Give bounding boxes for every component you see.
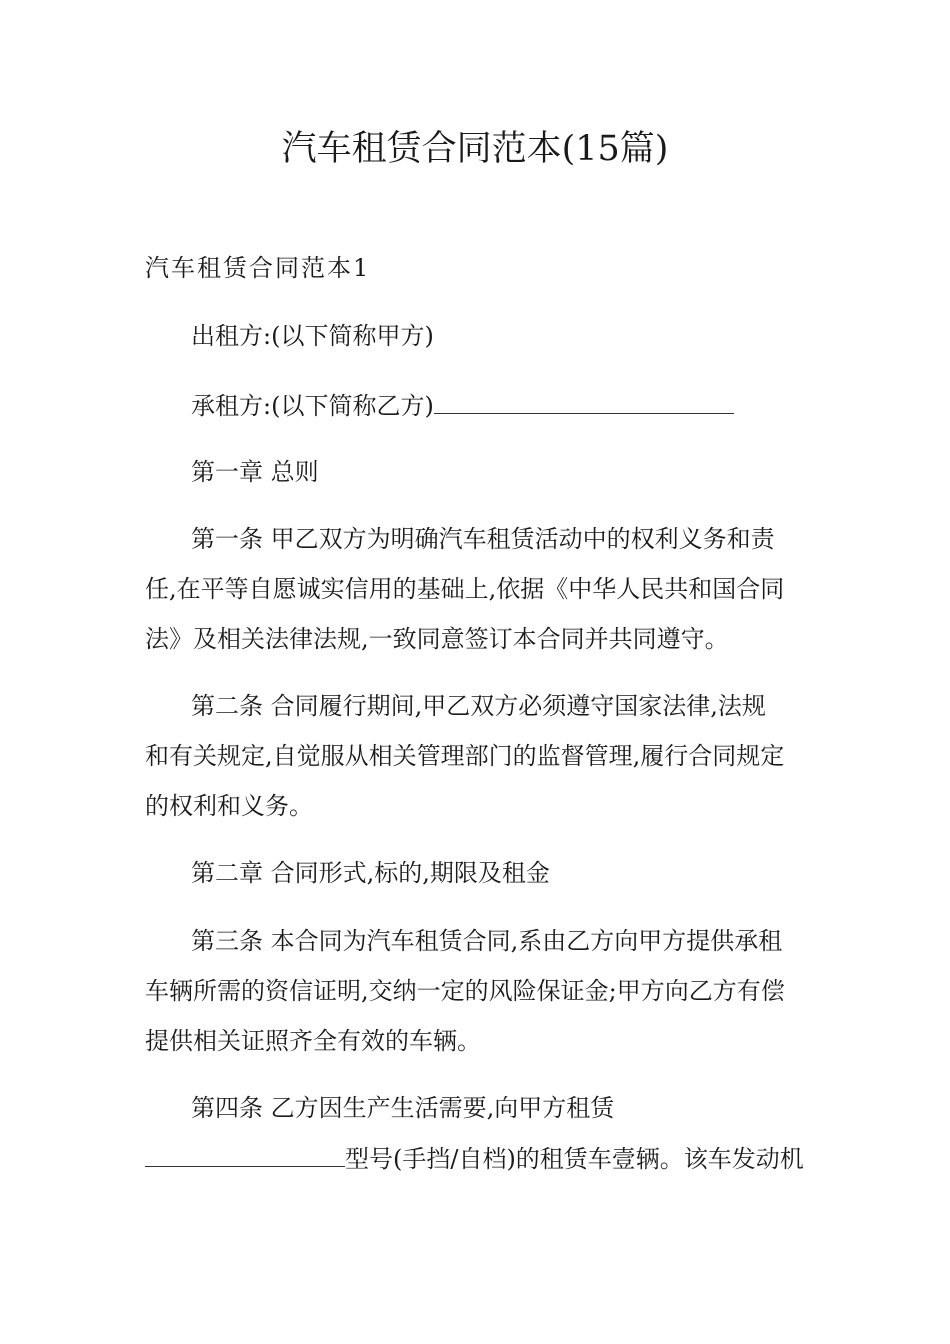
article-4-line-2-text: 型号(手挡/自档)的租赁车壹辆。该车发动机 [345, 1145, 804, 1173]
lessor-line: 出租方:(以下简称甲方) [191, 322, 434, 350]
article-3-line-1: 第三条 本合同为汽车租赁合同,系由乙方向甲方提供承租 [191, 927, 783, 955]
lessee-text: 承租方:(以下简称乙方) [191, 392, 434, 420]
article-2-line-3: 的权利和义务。 [145, 792, 313, 820]
article-4-line-2 [145, 1142, 804, 1175]
article-1-line-2: 任,在平等自愿诚实信用的基础上,依据《中华人民共和国合同 [145, 575, 785, 603]
document-title: 汽车租赁合同范本(15篇) [281, 129, 669, 169]
article-1-line-3: 法》及相关法律法规,一致同意签订本合同并共同遵守。 [145, 625, 729, 653]
chapter-1-heading: 第一章 总则 [191, 458, 319, 486]
article-2-line-2: 和有关规定,自觉服从相关管理部门的监督管理,履行合同规定 [145, 742, 785, 770]
article-1-line-1: 第一条 甲乙双方为明确汽车租赁活动中的权利义务和责 [191, 525, 775, 553]
section-heading: 汽车租赁合同范本1 [145, 254, 371, 282]
lessee-line [191, 389, 734, 422]
article-2-line-1: 第二条 合同履行期间,甲乙双方必须遵守国家法律,法规 [191, 692, 766, 720]
lessee-blank-field [434, 389, 734, 414]
article-3-line-2: 车辆所需的资信证明,交纳一定的风险保证金;甲方向乙方有偿 [145, 977, 785, 1005]
chapter-2-heading: 第二章 合同形式,标的,期限及租金 [191, 859, 550, 887]
model-blank-field [145, 1142, 345, 1167]
article-4-line-1: 第四条 乙方因生产生活需要,向甲方租赁 [191, 1094, 615, 1122]
article-3-line-3: 提供相关证照齐全有效的车辆。 [145, 1027, 481, 1055]
